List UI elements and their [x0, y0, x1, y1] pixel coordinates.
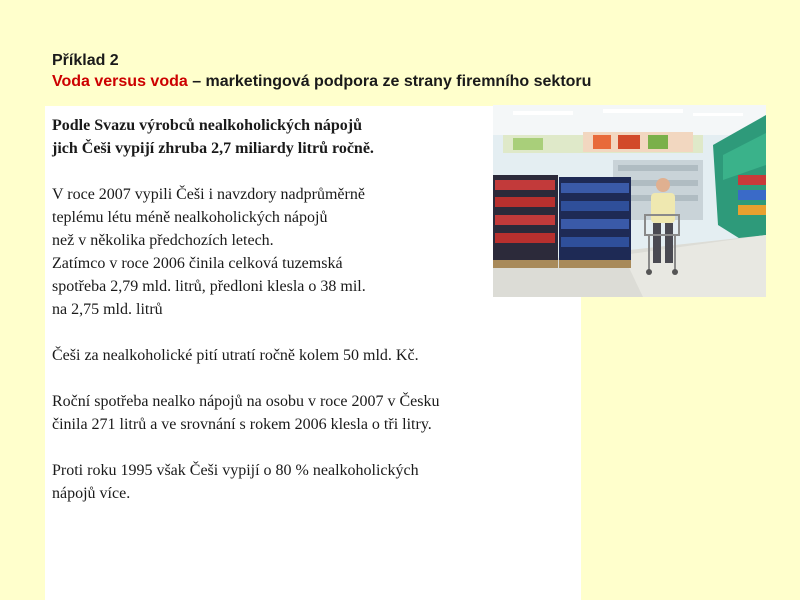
paragraph-line: na 2,75 mld. litrů — [52, 301, 163, 318]
heading-rest: – marketingová podpora ze strany firemního sektoru — [187, 73, 592, 90]
paragraph-line: Roční spotřeba nealko nápojů na osobu v roce 2007 v Česku — [52, 393, 440, 410]
paragraph-line: Češi za nealkoholické pití utratí ročně kolem 50 mld. Kč. — [52, 347, 419, 364]
paragraph-line: než v několika předchozích letech. — [52, 232, 274, 249]
paragraph-line: Zatímco v roce 2006 činila celková tuzemská — [52, 255, 343, 272]
spacer — [52, 367, 572, 390]
example-number: Příklad 2 — [52, 52, 119, 69]
heading-highlight: Voda versus voda — [52, 73, 188, 90]
paragraph-line: činila 271 litrů a ve srovnání s rokem 2006 klesla o tři litry. — [52, 416, 432, 433]
paragraph-line: nápojů více. — [52, 485, 131, 502]
paragraph-line: V roce 2007 vypili Češi i navzdory nadprůměrně — [52, 186, 365, 203]
supermarket-photo — [493, 105, 766, 297]
spacer — [52, 436, 572, 459]
intro-line: jich Češi vypijí zhruba 2,7 miliardy litrů ročně. — [52, 140, 374, 157]
paragraph-line: spotřeba 2,79 mld. litrů, předloni klesla o 38 mil. — [52, 278, 366, 295]
slide-title — [52, 51, 591, 93]
paragraph-line: teplému létu méně nealkoholických nápojů — [52, 209, 328, 226]
intro-line: Podle Svazu výrobců nealkoholických nápojů — [52, 117, 362, 134]
example-heading — [52, 71, 591, 93]
supermarket-illustration — [493, 105, 766, 297]
spacer — [52, 321, 572, 344]
paragraph-line: Proti roku 1995 však Češi vypijí o 80 % nealkoholických — [52, 462, 419, 479]
